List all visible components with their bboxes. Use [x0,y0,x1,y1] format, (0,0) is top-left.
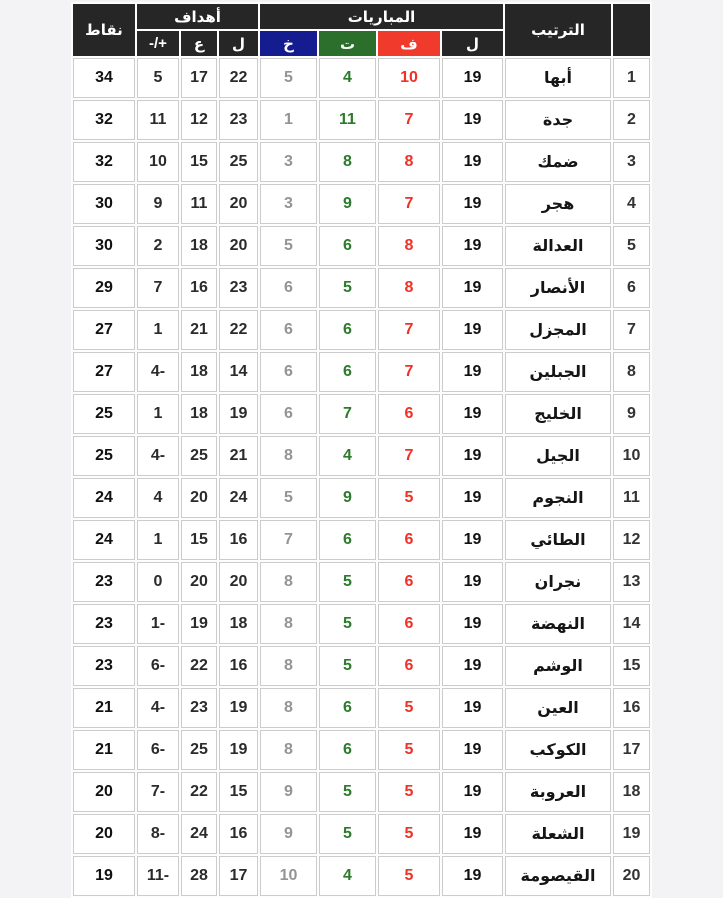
wins-cell: 5 [378,856,440,896]
played-cell: 19 [442,142,503,182]
table-header [73,4,650,56]
goals-for-cell: 24 [219,478,258,518]
losses-cell: 8 [260,562,317,602]
draws-cell: 5 [319,268,376,308]
goals-for-cell: 20 [219,226,258,266]
goals-against-cell: 25 [181,436,217,476]
points-cell: 27 [73,352,135,392]
goal-diff-cell: -7 [137,772,179,812]
goals-for-cell: 16 [219,814,258,854]
goal-diff-cell: -6 [137,730,179,770]
points-cell: 20 [73,814,135,854]
points-cell: 24 [73,520,135,560]
goals-against-cell: 17 [181,58,217,98]
table-row [73,58,650,98]
played-cell: 19 [442,436,503,476]
losses-cell: 8 [260,730,317,770]
played-cell: 19 [442,604,503,644]
rank-cell: 13 [613,562,650,602]
wins-cell: 6 [378,646,440,686]
goals-against-cell: 18 [181,226,217,266]
header-draw: ت [319,31,376,56]
points-cell: 25 [73,436,135,476]
wins-cell: 7 [378,184,440,224]
header-team: الترتيب [505,4,611,56]
wins-cell: 7 [378,436,440,476]
team-name-cell: المجزل [505,310,611,350]
goal-diff-cell: -4 [137,352,179,392]
header-lost: خ [260,31,317,56]
goals-against-cell: 25 [181,730,217,770]
losses-cell: 1 [260,100,317,140]
points-cell: 19 [73,856,135,896]
rank-cell: 4 [613,184,650,224]
goal-diff-cell: -6 [137,646,179,686]
rank-cell: 5 [613,226,650,266]
goals-for-cell: 19 [219,394,258,434]
points-cell: 29 [73,268,135,308]
rank-cell: 16 [613,688,650,728]
wins-cell: 5 [378,772,440,812]
team-name-cell: نجران [505,562,611,602]
goals-against-cell: 20 [181,562,217,602]
played-cell: 19 [442,226,503,266]
wins-cell: 5 [378,814,440,854]
wins-cell: 5 [378,478,440,518]
goals-for-cell: 15 [219,772,258,812]
played-cell: 19 [442,478,503,518]
wins-cell: 7 [378,310,440,350]
goals-against-cell: 28 [181,856,217,896]
points-cell: 24 [73,478,135,518]
team-name-cell: الوشم [505,646,611,686]
points-cell: 34 [73,58,135,98]
goals-for-cell: 20 [219,562,258,602]
draws-cell: 6 [319,520,376,560]
losses-cell: 7 [260,520,317,560]
header-goals-group: أهداف [137,4,258,29]
goals-for-cell: 17 [219,856,258,896]
goals-for-cell: 20 [219,184,258,224]
goals-for-cell: 22 [219,310,258,350]
table-row [73,772,650,812]
team-name-cell: ضمك [505,142,611,182]
losses-cell: 6 [260,352,317,392]
wins-cell: 6 [378,562,440,602]
goals-against-cell: 21 [181,310,217,350]
rank-cell: 15 [613,646,650,686]
goal-diff-cell: -8 [137,814,179,854]
table-row [73,562,650,602]
goal-diff-cell: 4 [137,478,179,518]
rank-cell: 19 [613,814,650,854]
goal-diff-cell: 1 [137,394,179,434]
table-row [73,436,650,476]
points-cell: 27 [73,310,135,350]
played-cell: 19 [442,310,503,350]
draws-cell: 9 [319,184,376,224]
points-cell: 20 [73,772,135,812]
goals-for-cell: 21 [219,436,258,476]
goals-against-cell: 18 [181,352,217,392]
draws-cell: 8 [319,142,376,182]
team-name-cell: الشعلة [505,814,611,854]
team-name-cell: الكوكب [505,730,611,770]
goals-for-cell: 23 [219,100,258,140]
wins-cell: 6 [378,394,440,434]
wins-cell: 8 [378,268,440,308]
goals-against-cell: 24 [181,814,217,854]
table-row [73,310,650,350]
points-cell: 32 [73,142,135,182]
header-goals-against: ع [181,31,217,56]
rank-cell: 20 [613,856,650,896]
losses-cell: 8 [260,646,317,686]
draws-cell: 5 [319,604,376,644]
goal-diff-cell: 7 [137,268,179,308]
team-name-cell: القيصومة [505,856,611,896]
table-row [73,604,650,644]
draws-cell: 5 [319,814,376,854]
points-cell: 21 [73,688,135,728]
goals-for-cell: 16 [219,520,258,560]
played-cell: 19 [442,814,503,854]
table-row [73,688,650,728]
header-played: ل [442,31,503,56]
draws-cell: 6 [319,730,376,770]
draws-cell: 4 [319,436,376,476]
losses-cell: 8 [260,436,317,476]
rank-cell: 12 [613,520,650,560]
goals-against-cell: 15 [181,520,217,560]
rank-cell: 2 [613,100,650,140]
table-row [73,856,650,896]
rank-cell: 11 [613,478,650,518]
goal-diff-cell: 1 [137,520,179,560]
draws-cell: 5 [319,772,376,812]
table-row [73,268,650,308]
wins-cell: 8 [378,226,440,266]
goals-for-cell: 19 [219,688,258,728]
losses-cell: 6 [260,268,317,308]
losses-cell: 5 [260,226,317,266]
played-cell: 19 [442,394,503,434]
losses-cell: 5 [260,58,317,98]
header-points: نقاط [73,4,135,56]
table-row [73,184,650,224]
rank-cell: 8 [613,352,650,392]
draws-cell: 6 [319,688,376,728]
table-row [73,226,650,266]
table-row [73,100,650,140]
goals-for-cell: 16 [219,646,258,686]
goals-against-cell: 20 [181,478,217,518]
goals-against-cell: 18 [181,394,217,434]
draws-cell: 5 [319,562,376,602]
wins-cell: 7 [378,352,440,392]
table-row [73,352,650,392]
goals-against-cell: 22 [181,772,217,812]
losses-cell: 6 [260,394,317,434]
table-body [73,58,650,896]
goals-for-cell: 19 [219,730,258,770]
team-name-cell: الطائي [505,520,611,560]
header-rank [613,4,650,56]
rank-cell: 18 [613,772,650,812]
goal-diff-cell: 0 [137,562,179,602]
played-cell: 19 [442,100,503,140]
draws-cell: 4 [319,856,376,896]
header-matches-group: المباريات [260,4,503,29]
points-cell: 21 [73,730,135,770]
losses-cell: 8 [260,604,317,644]
goals-against-cell: 12 [181,100,217,140]
played-cell: 19 [442,646,503,686]
goal-diff-cell: -11 [137,856,179,896]
goal-diff-cell: 2 [137,226,179,266]
played-cell: 19 [442,352,503,392]
points-cell: 23 [73,646,135,686]
table-row [73,730,650,770]
draws-cell: 6 [319,352,376,392]
table-row [73,142,650,182]
goals-for-cell: 25 [219,142,258,182]
goals-against-cell: 11 [181,184,217,224]
draws-cell: 11 [319,100,376,140]
goal-diff-cell: 9 [137,184,179,224]
table-row [73,394,650,434]
goal-diff-cell: 10 [137,142,179,182]
draws-cell: 9 [319,478,376,518]
team-name-cell: العروبة [505,772,611,812]
losses-cell: 10 [260,856,317,896]
goals-for-cell: 23 [219,268,258,308]
header-group-row [73,4,650,29]
rank-cell: 7 [613,310,650,350]
draws-cell: 6 [319,226,376,266]
rank-cell: 1 [613,58,650,98]
table-row [73,520,650,560]
wins-cell: 8 [378,142,440,182]
goals-for-cell: 14 [219,352,258,392]
goals-for-cell: 18 [219,604,258,644]
goals-against-cell: 16 [181,268,217,308]
played-cell: 19 [442,58,503,98]
team-name-cell: الأنصار [505,268,611,308]
points-cell: 30 [73,184,135,224]
played-cell: 19 [442,730,503,770]
draws-cell: 4 [319,58,376,98]
points-cell: 25 [73,394,135,434]
points-cell: 30 [73,226,135,266]
team-name-cell: جدة [505,100,611,140]
team-name-cell: الخليج [505,394,611,434]
losses-cell: 5 [260,478,317,518]
goal-diff-cell: 5 [137,58,179,98]
goals-against-cell: 15 [181,142,217,182]
losses-cell: 8 [260,688,317,728]
wins-cell: 6 [378,520,440,560]
header-won: ف [378,31,440,56]
played-cell: 19 [442,520,503,560]
points-cell: 32 [73,100,135,140]
goals-against-cell: 19 [181,604,217,644]
rank-cell: 14 [613,604,650,644]
rank-cell: 6 [613,268,650,308]
team-name-cell: النجوم [505,478,611,518]
table-row [73,646,650,686]
table-row [73,478,650,518]
team-name-cell: أبها [505,58,611,98]
losses-cell: 3 [260,184,317,224]
played-cell: 19 [442,688,503,728]
points-cell: 23 [73,562,135,602]
played-cell: 19 [442,562,503,602]
goal-diff-cell: 11 [137,100,179,140]
team-name-cell: النهضة [505,604,611,644]
goals-against-cell: 22 [181,646,217,686]
draws-cell: 7 [319,394,376,434]
losses-cell: 9 [260,814,317,854]
goals-against-cell: 23 [181,688,217,728]
table-row [73,814,650,854]
goal-diff-cell: -4 [137,688,179,728]
goal-diff-cell: 1 [137,310,179,350]
wins-cell: 5 [378,730,440,770]
team-name-cell: هجر [505,184,611,224]
rank-cell: 9 [613,394,650,434]
team-name-cell: العدالة [505,226,611,266]
losses-cell: 9 [260,772,317,812]
losses-cell: 6 [260,310,317,350]
rank-cell: 17 [613,730,650,770]
wins-cell: 6 [378,604,440,644]
wins-cell: 7 [378,100,440,140]
played-cell: 19 [442,856,503,896]
rank-cell: 10 [613,436,650,476]
points-cell: 23 [73,604,135,644]
goal-diff-cell: -4 [137,436,179,476]
played-cell: 19 [442,184,503,224]
wins-cell: 5 [378,688,440,728]
header-goals-for: ل [219,31,258,56]
rank-cell: 3 [613,142,650,182]
header-goal-diff: +/- [137,31,179,56]
losses-cell: 3 [260,142,317,182]
played-cell: 19 [442,268,503,308]
draws-cell: 5 [319,646,376,686]
goals-for-cell: 22 [219,58,258,98]
draws-cell: 6 [319,310,376,350]
goal-diff-cell: -1 [137,604,179,644]
team-name-cell: الجبلين [505,352,611,392]
wins-cell: 10 [378,58,440,98]
played-cell: 19 [442,772,503,812]
league-standings-table [71,2,652,898]
team-name-cell: العين [505,688,611,728]
team-name-cell: الجيل [505,436,611,476]
